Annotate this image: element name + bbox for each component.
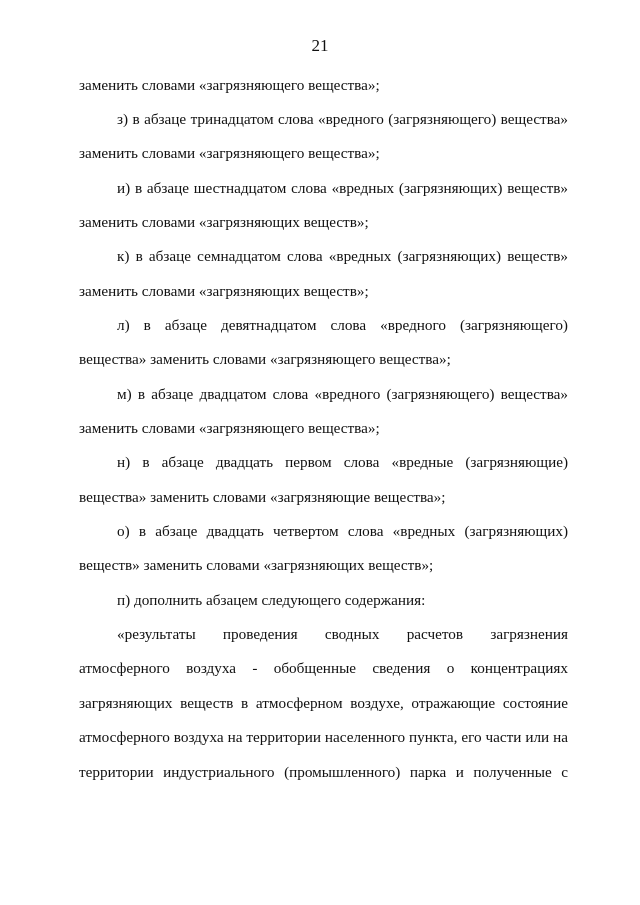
text-line: о) в абзаце двадцать четвертом слова «вредных (загрязняющих) (117, 523, 568, 540)
text-line: п) дополнить абзацем следующего содержания: (117, 592, 426, 609)
text-line: к) в абзаце семнадцатом слова «вредных (загрязняющих) веществ» (117, 248, 568, 265)
text-line: заменить словами «загрязняющего вещества»; (79, 145, 380, 162)
text-line: и) в абзаце шестнадцатом слова «вредных (загрязняющих) веществ» (117, 180, 568, 197)
text-line: загрязняющих веществ в атмосферном воздухе, отражающие состояние (79, 695, 568, 712)
text-line: вещества» заменить словами «загрязняющие вещества»; (79, 489, 446, 506)
text-line: «результаты проведения сводных расчетов загрязнения (117, 626, 568, 643)
text-line: заменить словами «загрязняющих веществ»; (79, 214, 369, 231)
text-line: заменить словами «загрязняющего вещества»; (79, 420, 380, 437)
text-line: з) в абзаце тринадцатом слова «вредного (загрязняющего) вещества» (117, 111, 568, 128)
text-line: территории индустриального (промышленного) парка и полученные с (79, 764, 568, 781)
page-number: 21 (311, 36, 329, 55)
text-line: атмосферного воздуха на территории населенного пункта, его части или на (79, 729, 568, 746)
text-line: вещества» заменить словами «загрязняющего вещества»; (79, 351, 451, 368)
text-line: заменить словами «загрязняющих веществ»; (79, 283, 369, 300)
text-line: веществ» заменить словами «загрязняющих веществ»; (79, 557, 434, 574)
text-line: л) в абзаце девятнадцатом слова «вредного (загрязняющего) (117, 317, 568, 334)
text-line: атмосферного воздуха - обобщенные сведения о концентрациях (79, 660, 568, 677)
text-line: м) в абзаце двадцатом слова «вредного (загрязняющего) вещества» (117, 386, 568, 403)
text-line: н) в абзаце двадцать первом слова «вредные (загрязняющие) (117, 454, 568, 471)
text-line: заменить словами «загрязняющего вещества»; (79, 77, 380, 94)
